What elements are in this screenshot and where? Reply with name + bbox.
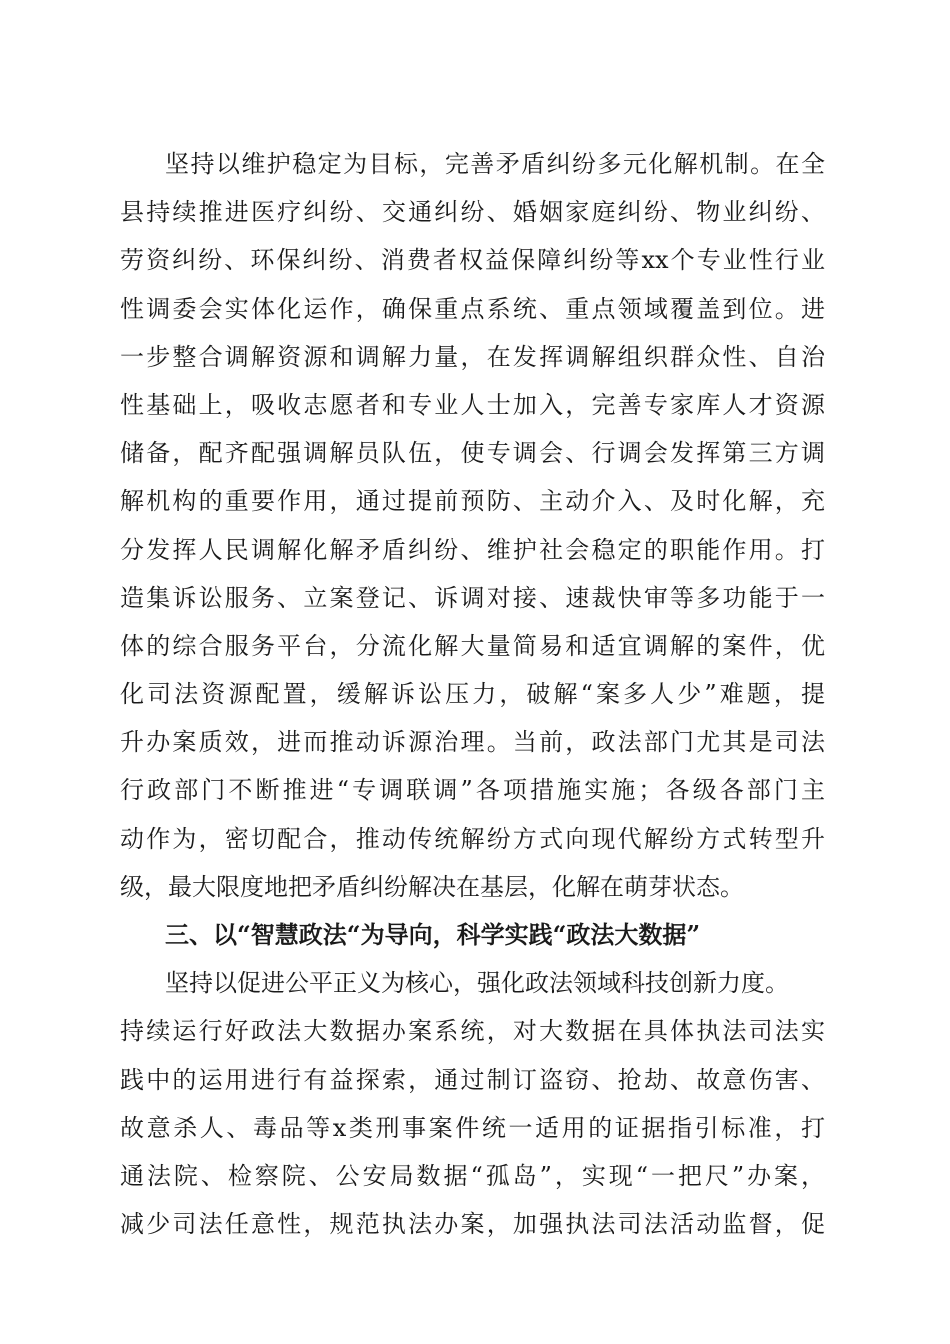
paragraph-2 (120, 959, 825, 1248)
paragraph-line: 性基础上，吸收志愿者和专业人士加入，完善专家库人才资源 (120, 390, 825, 419)
paragraph-line: 坚持以促进公平正义为核心，强化政法领域科技创新力度。 (165, 969, 789, 998)
paragraph-1 (120, 140, 825, 911)
paragraph-line: 故意杀人、毒品等x类刑事案件统一适用的证据指引标准，打 (120, 1113, 825, 1142)
paragraph-line: 性调委会实体化运作，确保重点系统、重点领域覆盖到位。进 (120, 294, 825, 323)
paragraph-line: 践中的运用进行有益探索，通过制订盗窃、抢劫、故意伤害、 (120, 1065, 825, 1094)
paragraph-line: 减少司法任意性，规范执法办案，加强执法司法活动监督，促 (120, 1210, 825, 1239)
paragraph-line: 升办案质效，进而推动诉源治理。当前，政法部门尤其是司法 (120, 728, 825, 757)
paragraph-line: 动作为，密切配合，推动传统解纷方式向现代解纷方式转型升 (120, 824, 825, 853)
paragraph-line: 分发挥人民调解化解矛盾纠纷、维护社会稳定的职能作用。打 (120, 535, 825, 564)
paragraph-line: 造集诉讼服务、立案登记、诉调对接、速裁快审等多功能于一 (120, 583, 825, 612)
paragraph-line: 通法院、检察院、公安局数据“孤岛”，实现“一把尺”办案， (120, 1161, 825, 1190)
paragraph-line: 劳资纠纷、环保纠纷、消费者权益保障纠纷等xx个专业性行业 (120, 246, 825, 275)
paragraph-line: 行政部门不断推进“专调联调”各项措施实施；各级各部门主 (120, 776, 825, 805)
paragraph-line: 县持续推进医疗纠纷、交通纠纷、婚姻家庭纠纷、物业纠纷、 (120, 198, 825, 227)
body-text (120, 140, 825, 1248)
paragraph-line: 坚持以维护稳定为目标，完善矛盾纠纷多元化解机制。在全 (165, 150, 825, 178)
paragraph-line: 化司法资源配置，缓解诉讼压力，破解“案多人少”难题，提 (120, 680, 825, 709)
paragraph-line: 解机构的重要作用，通过提前预防、主动介入、及时化解，充 (120, 487, 825, 516)
paragraph-line: 级，最大限度地把矛盾纠纷解决在基层，化解在萌芽状态。 (120, 872, 744, 901)
paragraph-line: 持续运行好政法大数据办案系统，对大数据在具体执法司法实 (120, 1017, 825, 1046)
paragraph-line: 一步整合调解资源和调解力量，在发挥调解组织群众性、自治 (120, 342, 825, 371)
section-heading: 三、以“智慧政法“为导向，科学实践“政法大数据” (165, 920, 701, 949)
paragraph-line: 体的综合服务平台，分流化解大量简易和适宜调解的案件，优 (120, 631, 825, 660)
paragraph-line: 储备，配齐配强调解员队伍，使专调会、行调会发挥第三方调 (120, 439, 825, 468)
